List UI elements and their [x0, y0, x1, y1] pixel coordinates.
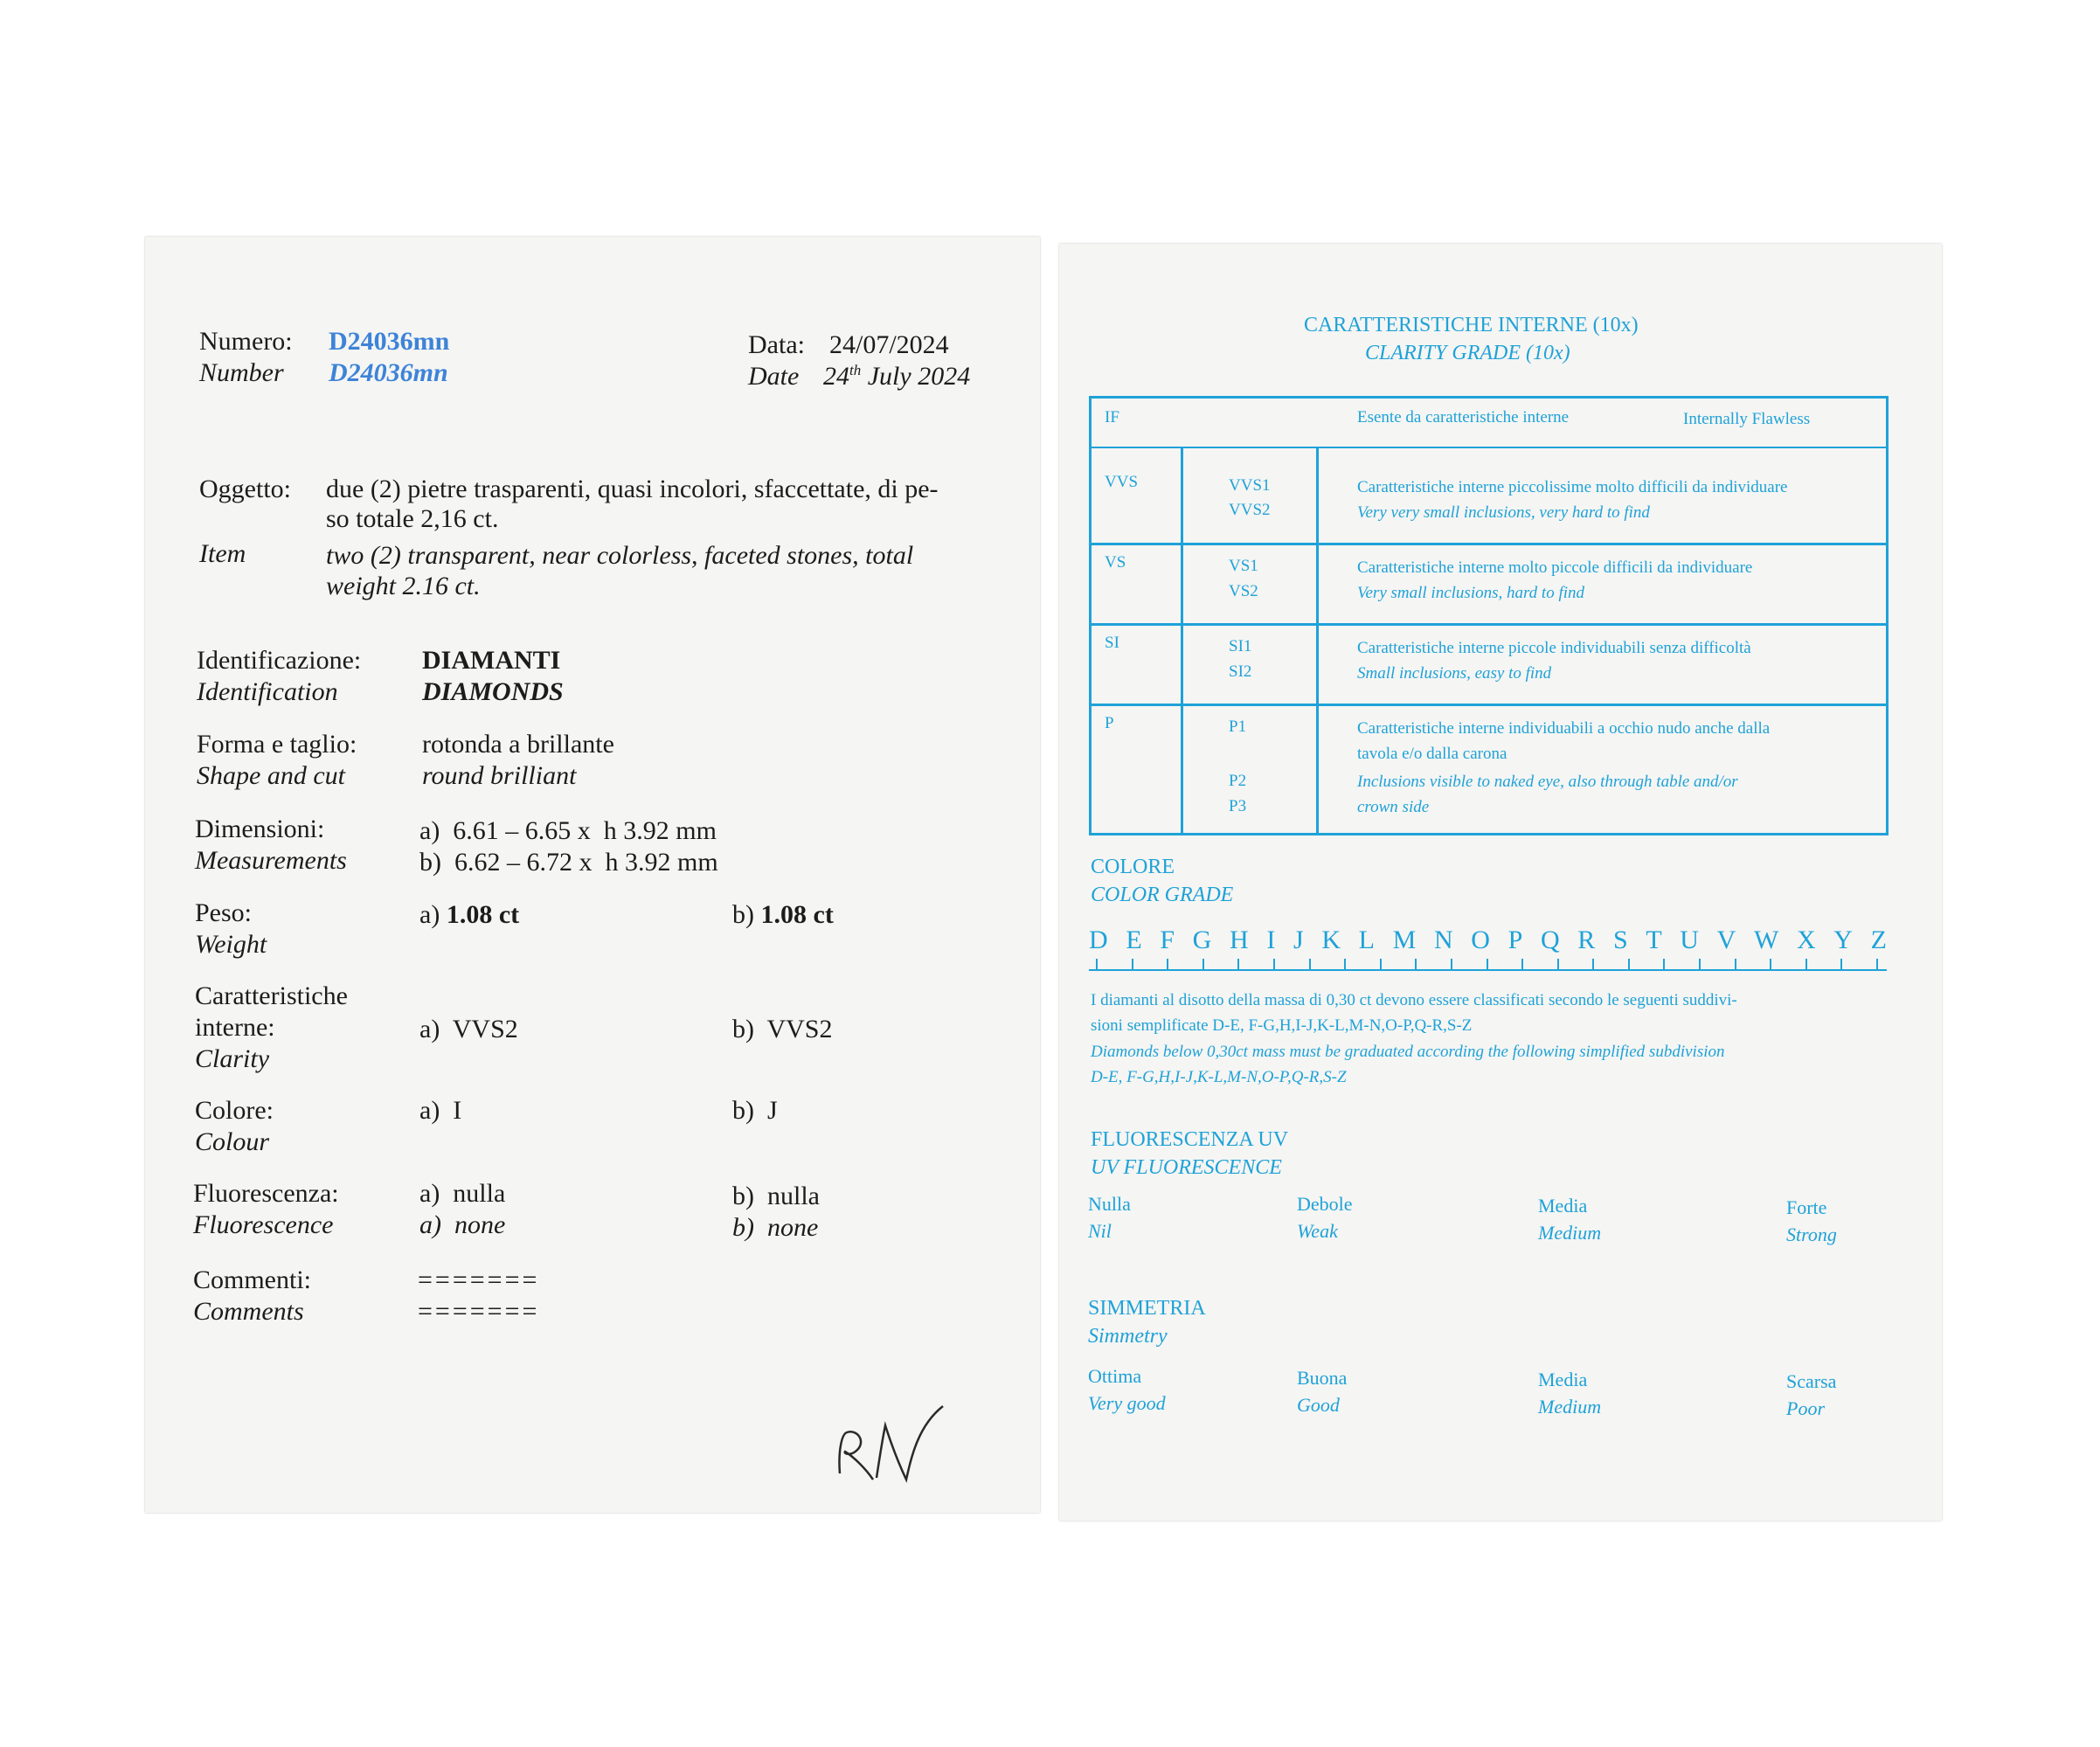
- object-value-it-1: due (2) pietre trasparenti, quasi incolori, sfaccettate, di pe-: [326, 475, 939, 503]
- color-grade-tick: [1487, 959, 1488, 969]
- date-label-it: Data:: [748, 330, 805, 359]
- color-grade-letter-q: Q: [1540, 925, 1560, 954]
- clarity-table: [1089, 396, 1889, 835]
- color-grade-tick: [1557, 959, 1559, 969]
- grade-if-desc-it: Esente da caratteristiche interne: [1357, 408, 1570, 426]
- grade-vvs-desc-it: Caratteristiche interne piccolissime molto difficili da individuare: [1357, 478, 1788, 496]
- fluorescence-value-a-it: a) nulla: [419, 1179, 506, 1208]
- grade-si2: SI2: [1229, 662, 1252, 681]
- color-grade-tick: [1592, 959, 1594, 969]
- color-grade-letter-s: S: [1612, 925, 1628, 954]
- sym-very-good-it: Ottima: [1088, 1365, 1142, 1387]
- color-grade-tick: [1380, 959, 1382, 969]
- sym-medium-it: Media: [1538, 1369, 1588, 1390]
- color-grade-tick: [1876, 959, 1878, 969]
- clarity-value-a: a) VVS2: [419, 1015, 518, 1043]
- grade-vs2: VS2: [1229, 582, 1258, 600]
- grade-if-desc-en: Internally Flawless: [1683, 410, 1811, 428]
- grade-vvs1: VVS1: [1229, 476, 1271, 495]
- color-grade-tick: [1167, 959, 1168, 969]
- identification-value-it: DIAMANTI: [422, 646, 561, 675]
- identification-label-it: Identificazione:: [197, 646, 362, 675]
- object-label-en: Item: [199, 539, 246, 568]
- color-grade-letter-d: D: [1089, 925, 1108, 954]
- symmetry-title-it: SIMMETRIA: [1088, 1297, 1206, 1320]
- weight-label-en: Weight: [195, 930, 267, 959]
- symmetry-title-en: Simmetry: [1088, 1325, 1168, 1348]
- color-grade-letter-p: P: [1507, 925, 1523, 954]
- fluorescence-label-en: Fluorescence: [193, 1210, 334, 1239]
- color-note-it-2: sioni semplificate D-E, F-G,H,I-J,K-L,M-N,O-P,Q-R,S-Z: [1091, 1016, 1473, 1035]
- grade-p-desc-en-2: crown side: [1357, 798, 1430, 816]
- color-grade-letter-l: L: [1358, 925, 1375, 954]
- color-grade-tick: [1273, 959, 1275, 969]
- grade-p: P: [1105, 714, 1114, 732]
- clarity-grade-title-it: CARATTERISTICHE INTERNE (10x): [1304, 314, 1639, 336]
- signature: [831, 1399, 953, 1487]
- dimensions-label-it: Dimensioni:: [195, 815, 325, 843]
- grade-si-desc-it: Caratteristiche interne piccole individuabili senza difficoltà: [1357, 639, 1751, 657]
- colour-value-b: b) J: [732, 1096, 778, 1125]
- grade-vs1: VS1: [1229, 557, 1258, 575]
- shape-value-it: rotonda a brillante: [422, 730, 614, 759]
- object-label-it: Oggetto:: [199, 475, 291, 503]
- color-grade-tick: [1309, 959, 1311, 969]
- shape-label-it: Forma e taglio:: [197, 730, 357, 759]
- clarity-grade-title-en: CLARITY GRADE (10x): [1365, 342, 1570, 364]
- color-grade-tick: [1805, 959, 1807, 969]
- number-value-it: D24036mn: [329, 327, 450, 356]
- color-grade-letter-f: F: [1160, 925, 1175, 954]
- grade-p2: P2: [1229, 772, 1247, 790]
- color-grade-letter-e: E: [1126, 925, 1142, 954]
- shape-value-en: round brilliant: [422, 761, 577, 790]
- weight-value-a: a) 1.08 ct: [419, 900, 520, 929]
- identification-value-en: DIAMONDS: [422, 677, 564, 706]
- object-value-it-2: so totale 2,16 ct.: [326, 504, 499, 533]
- color-note-en-1: Diamonds below 0,30ct mass must be graduated according the following simplified subdivision: [1091, 1043, 1725, 1061]
- colour-label-en: Colour: [195, 1127, 270, 1156]
- color-grade-letter-n: N: [1433, 925, 1453, 954]
- color-grade-letter-r: R: [1577, 925, 1596, 954]
- color-grade-tick: [1202, 959, 1204, 969]
- color-grade-letter-i: I: [1266, 925, 1276, 954]
- dimensions-label-en: Measurements: [195, 846, 347, 875]
- fluo-nil-en: Nil: [1088, 1220, 1112, 1242]
- grade-si1: SI1: [1229, 637, 1252, 655]
- identification-label-en: Identification: [197, 677, 338, 706]
- fluo-strong-en: Strong: [1786, 1224, 1837, 1245]
- fluorescence-value-a-en: a) none: [419, 1210, 506, 1239]
- comments-value-1: =======: [418, 1265, 540, 1294]
- color-grade-tick: [1840, 959, 1842, 969]
- certificate-left-page: [145, 237, 1040, 1513]
- grade-if: IF: [1105, 408, 1119, 426]
- color-grade-letter-t: T: [1646, 925, 1662, 954]
- fluorescence-value-b-en: b) none: [732, 1213, 819, 1242]
- sym-good-it: Buona: [1297, 1367, 1348, 1389]
- dimensions-value-a: a) 6.61 – 6.65 x h 3.92 mm: [419, 816, 717, 845]
- weight-value-b: b) 1.08 ct: [732, 900, 834, 929]
- weight-label-it: Peso:: [195, 898, 253, 927]
- color-grade-scale: [1089, 925, 1887, 971]
- grade-vvs: VVS: [1105, 473, 1139, 491]
- grade-si-desc-en: Small inclusions, easy to find: [1357, 664, 1552, 683]
- color-grade-tick: [1096, 959, 1098, 969]
- comments-label-en: Comments: [193, 1297, 304, 1326]
- object-value-en-1: two (2) transparent, near colorless, faceted stones, total: [326, 541, 914, 570]
- color-grade-tick: [1451, 959, 1452, 969]
- grade-p-desc-it-2: tavola e/o dalla carona: [1357, 745, 1507, 763]
- color-grade-letter-k: K: [1321, 925, 1341, 954]
- fluo-medium-it: Media: [1538, 1195, 1588, 1217]
- color-grade-tick: [1628, 959, 1630, 969]
- date-label-en: Date: [748, 362, 800, 391]
- number-value-en: D24036mn: [329, 358, 448, 387]
- shape-label-en: Shape and cut: [197, 761, 345, 790]
- sym-medium-en: Medium: [1538, 1396, 1602, 1418]
- color-grade-tick: [1344, 959, 1346, 969]
- color-note-en-2: D-E, F-G,H,I-J,K-L,M-N,O-P,Q-R,S-Z: [1091, 1068, 1347, 1086]
- color-grade-tick: [1663, 959, 1665, 969]
- certificate-right-page: [1059, 244, 1942, 1521]
- color-grade-letter-z: Z: [1870, 925, 1887, 954]
- color-grade-tick: [1770, 959, 1771, 969]
- color-grade-tick: [1521, 959, 1523, 969]
- sym-poor-en: Poor: [1786, 1397, 1825, 1419]
- grade-vs: VS: [1105, 553, 1126, 572]
- fluorescence-label-it: Fluorescenza:: [193, 1179, 339, 1208]
- fluo-title-it: FLUORESCENZA UV: [1091, 1128, 1289, 1151]
- grade-vs-desc-it: Caratteristiche interne molto piccole difficili da individuare: [1357, 558, 1753, 577]
- dimensions-value-b: b) 6.62 – 6.72 x h 3.92 mm: [419, 848, 718, 877]
- fluorescence-value-b-it: b) nulla: [732, 1182, 820, 1210]
- grade-si: SI: [1105, 634, 1119, 652]
- fluo-title-en: UV FLUORESCENCE: [1091, 1156, 1282, 1179]
- grade-p3: P3: [1229, 797, 1247, 815]
- comments-label-it: Commenti:: [193, 1265, 311, 1294]
- grade-vs-desc-en: Very small inclusions, hard to find: [1357, 584, 1585, 602]
- fluo-nil-it: Nulla: [1088, 1193, 1131, 1215]
- color-note-it-1: I diamanti al disotto della massa di 0,30 ct devono essere classificati secondo le seguenti suddivi-: [1091, 991, 1737, 1009]
- colour-value-a: a) I: [419, 1096, 462, 1125]
- clarity-label-it-1: Caratteristiche: [195, 981, 348, 1010]
- number-label-en: Number: [199, 358, 284, 387]
- number-label-it: Numero:: [199, 327, 293, 356]
- colour-label-it: Colore:: [195, 1096, 274, 1125]
- grade-vvs2: VVS2: [1229, 501, 1271, 519]
- color-grade-title-it: COLORE: [1091, 856, 1175, 878]
- color-grade-tick: [1699, 959, 1701, 969]
- color-grade-letter-m: M: [1392, 925, 1417, 954]
- date-value-it: 24/07/2024: [829, 330, 949, 359]
- clarity-label-en: Clarity: [195, 1044, 270, 1073]
- color-grade-letter-v: V: [1716, 925, 1736, 954]
- color-grade-tick: [1735, 959, 1736, 969]
- clarity-value-b: b) VVS2: [732, 1015, 833, 1043]
- object-value-en-2: weight 2.16 ct.: [326, 572, 481, 600]
- sym-poor-it: Scarsa: [1786, 1370, 1837, 1392]
- color-grade-tick: [1415, 959, 1417, 969]
- color-grade-tick: [1237, 959, 1239, 969]
- grade-p-desc-it-1: Caratteristiche interne individuabili a occhio nudo anche dalla: [1357, 719, 1771, 738]
- sym-very-good-en: Very good: [1088, 1392, 1166, 1414]
- date-value-en: 24th July 2024: [823, 362, 971, 391]
- fluo-strong-it: Forte: [1786, 1196, 1827, 1218]
- sym-good-en: Good: [1297, 1394, 1340, 1416]
- color-grade-title-en: COLOR GRADE: [1091, 884, 1234, 906]
- grade-p1: P1: [1229, 718, 1247, 736]
- color-grade-letter-w: W: [1753, 925, 1779, 954]
- comments-value-2: =======: [418, 1297, 540, 1326]
- grade-vvs-desc-en: Very very small inclusions, very hard to find: [1357, 503, 1650, 522]
- color-grade-letter-y: Y: [1833, 925, 1853, 954]
- color-grade-tick: [1132, 959, 1133, 969]
- color-grade-letter-x: X: [1796, 925, 1816, 954]
- color-grade-letter-g: G: [1192, 925, 1212, 954]
- color-grade-letter-u: U: [1680, 925, 1699, 954]
- color-grade-letter-j: J: [1293, 925, 1304, 954]
- fluo-weak-en: Weak: [1297, 1220, 1338, 1242]
- color-grade-letter-o: O: [1471, 925, 1490, 954]
- grade-p-desc-en-1: Inclusions visible to naked eye, also through table and/or: [1357, 773, 1738, 791]
- clarity-label-it-2: interne:: [195, 1013, 275, 1042]
- fluo-weak-it: Debole: [1297, 1193, 1353, 1215]
- fluo-medium-en: Medium: [1538, 1222, 1602, 1244]
- color-grade-letter-h: H: [1229, 925, 1249, 954]
